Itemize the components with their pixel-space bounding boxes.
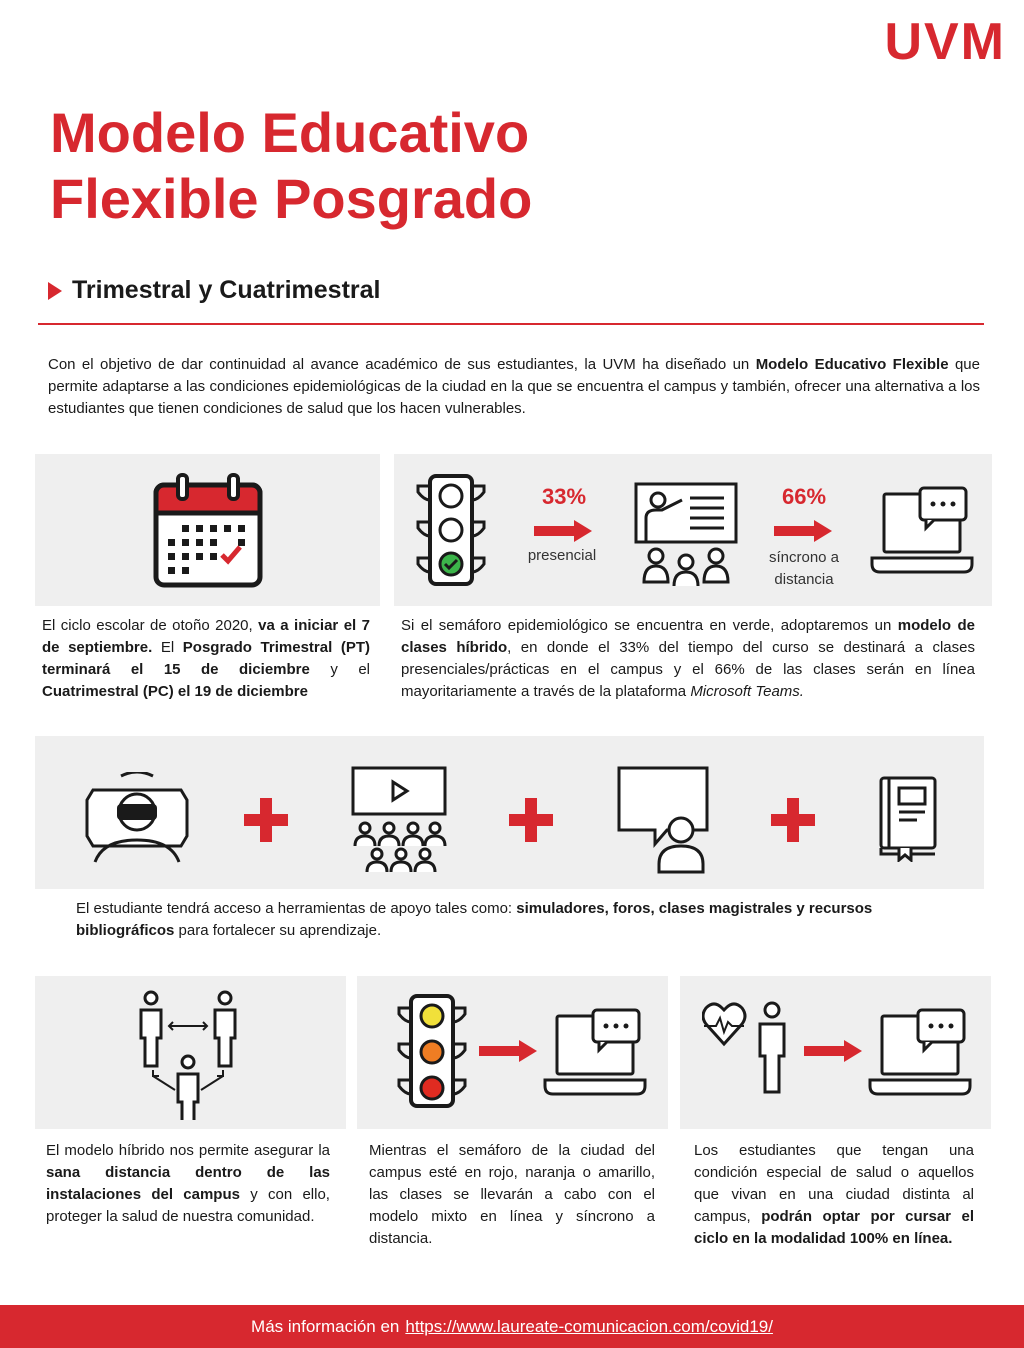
- plus-icon: [244, 798, 288, 842]
- pct-sincrono: 66%: [781, 484, 827, 509]
- distance-paragraph: [46, 1140, 330, 1228]
- classroom-icon: [632, 480, 740, 586]
- traffic-light-warning-icon: [397, 994, 467, 1110]
- tools-panel: [35, 736, 984, 889]
- page-title: [50, 100, 532, 232]
- hyb-bold-1: modelo de clases híbrido: [401, 617, 975, 656]
- title-line-1: Modelo Educativo: [50, 101, 530, 164]
- semaforo-panel: [357, 976, 668, 1129]
- tools-bold-1: simuladores, foros, clases magistrales y recursos bibliográficos: [76, 900, 873, 939]
- dist-text-2: y con ello, proteger la salud de nuestra comunidad.: [46, 1186, 330, 1225]
- book-icon: [877, 776, 939, 862]
- arrow-right-icon-2: [774, 520, 832, 542]
- plus-icon-3: [771, 798, 815, 842]
- intro-text-1: Con el objetivo de dar continuidad al avance académico de sus estudiantes, la UVM ha diseñado un: [48, 356, 756, 373]
- health-text-1: Los estudiantes que tengan una condición especial de salud o aquellos que vivan en una ciudad distinta al campus,: [694, 1142, 974, 1225]
- cal-text-3: y el: [309, 661, 370, 678]
- cal-bold-2: Posgrado Trimestral (PT) terminará el 15 de diciembre: [42, 639, 370, 678]
- cal-bold-3: Cuatrimestral (PC) el 19 de diciembre: [42, 683, 308, 700]
- vr-headset-icon: [85, 772, 189, 864]
- uvm-logo: UVM: [884, 13, 1006, 71]
- arrow-right-icon-3: [479, 1040, 537, 1062]
- intro-bold-1: Modelo Educativo Flexible: [755, 356, 949, 373]
- laptop-chat-icon: [870, 484, 974, 578]
- health-paragraph: [694, 1140, 974, 1250]
- label-presencial: presencial: [527, 547, 597, 564]
- video-class-icon: [351, 766, 447, 874]
- calendar-paragraph: [42, 615, 370, 703]
- hyb-text-1: Si el semáforo epidemiológico se encuentra en verde, adoptaremos un: [401, 617, 898, 634]
- hybrid-paragraph: [401, 615, 975, 703]
- forum-icon: [615, 764, 713, 876]
- subtitle-text: Trimestral y Cuatrimestral: [72, 276, 381, 304]
- laptop-chat-icon-3: [868, 1006, 972, 1100]
- tools-paragraph: [76, 898, 956, 942]
- footer-bar: [0, 1305, 1024, 1348]
- distance-panel: [35, 976, 346, 1129]
- footer-link[interactable]: https://www.laureate-comunicacion.com/covid19/: [405, 1316, 773, 1336]
- calendar-icon: [152, 471, 264, 591]
- tools-text-1: El estudiante tendrá acceso a herramientas de apoyo tales como:: [76, 900, 517, 917]
- dist-bold-1: sana distancia dentro de las instalaciones del campus: [46, 1164, 330, 1203]
- intro-paragraph: [48, 354, 980, 420]
- page-subtitle: [48, 276, 380, 305]
- title-line-2: Flexible Posgrado: [50, 167, 533, 230]
- triangle-bullet-icon: [48, 282, 62, 300]
- laptop-chat-icon-2: [543, 1006, 647, 1100]
- footer-text: Más información en: [251, 1316, 400, 1336]
- intro-text-2: que permite adaptarse a las condiciones epidemiológicas de la ciudad en la que se encuentra el campus y también, ofrecer una alternativa a los estudiantes que tienen condiciones de salud que los hacen vulnerables.: [48, 356, 980, 417]
- cal-text-2: El: [152, 639, 183, 656]
- traffic-light-green-icon: [414, 472, 488, 588]
- health-bold-1: podrán optar por cursar el ciclo en la modalidad 100% en línea.: [694, 1208, 974, 1247]
- hyb-text-2: , en donde el 33% del tiempo del curso se destinará a clases presenciales/prácticas en el campus y el 66% de las clases serán en línea mayoritariamente a través de la plataforma: [401, 639, 975, 700]
- semaforo-paragraph: Mientras el semáforo de la ciudad del campus esté en rojo, naranja o amarillo, las clases se llevarán a cabo con el modelo mixto en línea y síncrono a distancia.: [369, 1142, 655, 1247]
- distance-people-icon: [135, 990, 241, 1120]
- plus-icon-2: [509, 798, 553, 842]
- divider: [38, 323, 984, 325]
- health-panel: [680, 976, 991, 1129]
- dist-text-1: El modelo híbrido nos permite asegurar la: [46, 1142, 330, 1159]
- hybrid-panel: [394, 454, 992, 606]
- pct-presencial: 33%: [541, 484, 587, 509]
- label-sincrono: síncrono a distancia: [768, 549, 840, 588]
- cal-bold-1: va a iniciar el 7 de septiembre.: [42, 617, 370, 656]
- health-person-icon: [702, 996, 796, 1096]
- arrow-right-icon: [534, 520, 592, 542]
- tools-text-2: para fortalecer su aprendizaje.: [174, 922, 382, 939]
- calendar-panel: [35, 454, 380, 606]
- cal-text-1: El ciclo escolar de otoño 2020,: [42, 617, 259, 634]
- arrow-right-icon-4: [804, 1040, 862, 1062]
- hyb-italic-1: Microsoft Teams.: [690, 683, 804, 700]
